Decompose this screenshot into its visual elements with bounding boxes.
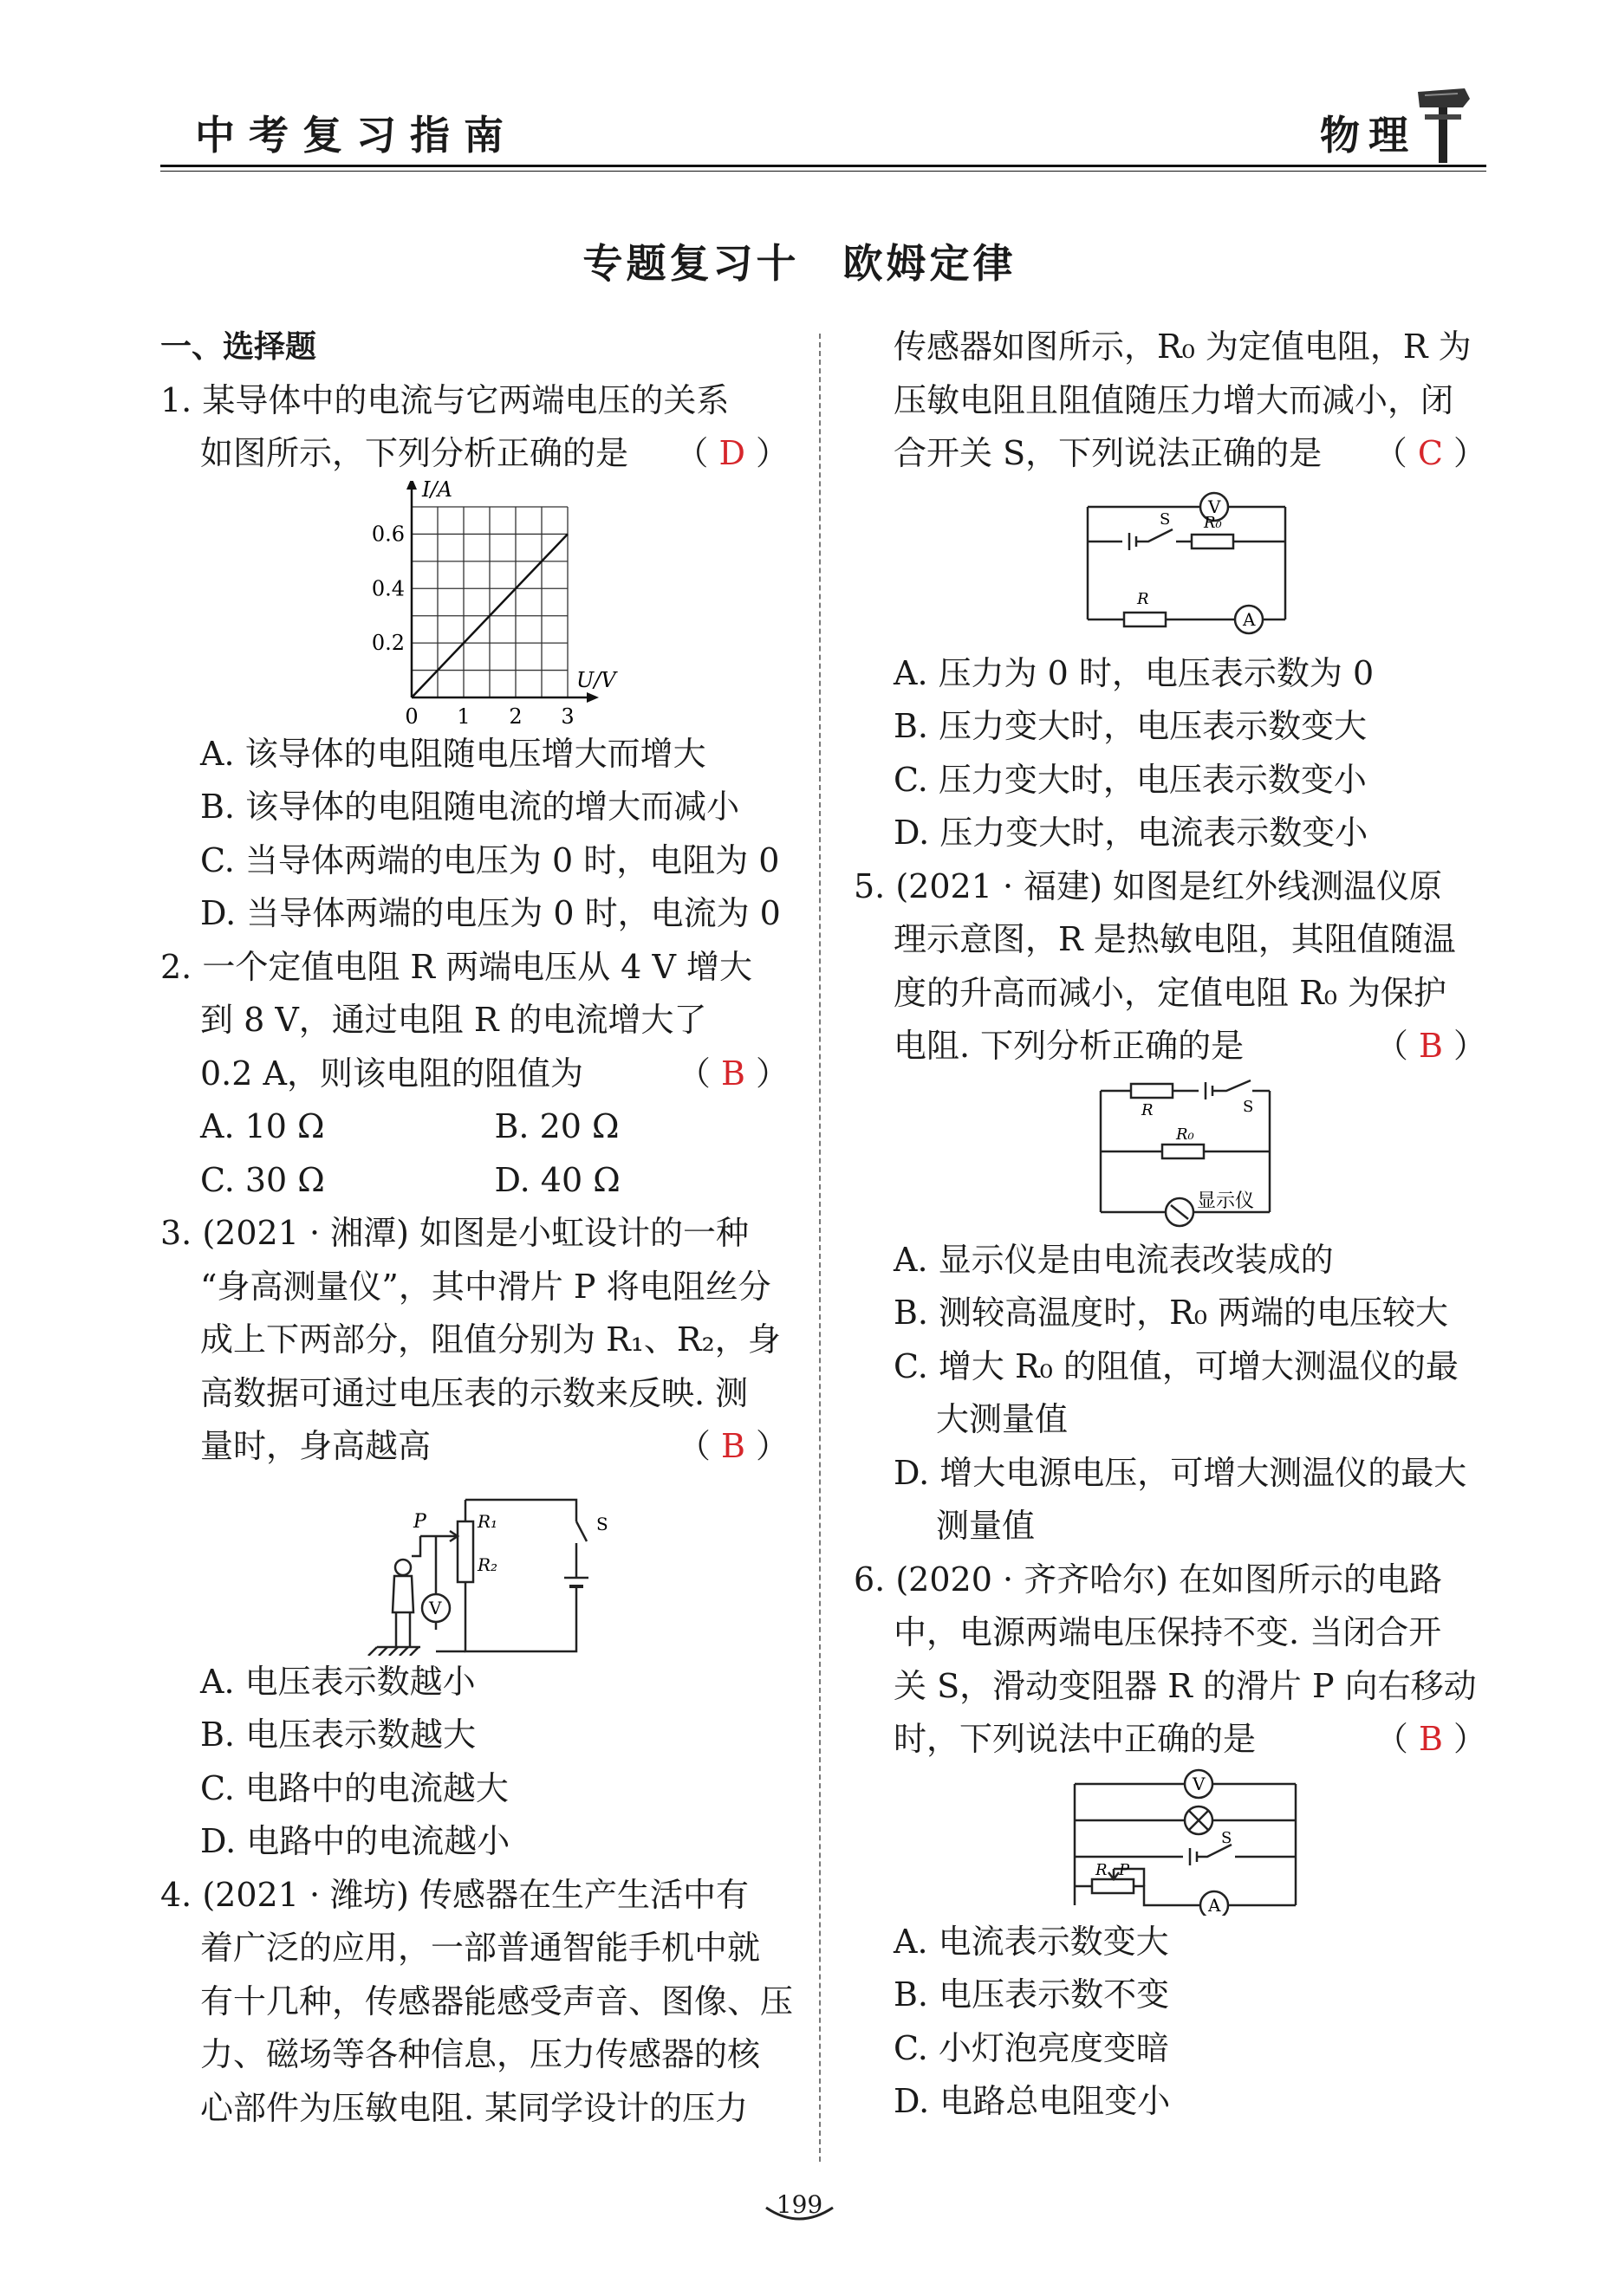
q5-option-d: D. 增大电源电压，可增大测温仪的最大: [894, 1453, 1467, 1492]
q1-graph: [160, 481, 789, 728]
header-rule: [160, 165, 1486, 167]
q2-option-b: B. 20 Ω: [494, 1107, 620, 1145]
q6-option-a: A. 电流表示数变大: [894, 1922, 1169, 1961]
y-axis-arrow: [406, 481, 417, 490]
question-1: [160, 374, 789, 941]
q4-label-r0: R₀: [1204, 513, 1222, 532]
q4-line-1: 4. (2021 · 潍坊) 传感器在生产生活中有: [160, 1875, 750, 1914]
q3-line-2: “身高测量仪”，其中滑片 P 将电阻丝分: [200, 1267, 771, 1306]
q2-option-d: D. 40 Ω: [494, 1160, 621, 1199]
q5-option-d-cont: 测量值: [936, 1507, 1036, 1545]
q3-option-c: C. 电路中的电流越大: [200, 1768, 509, 1807]
q4-option-a: A. 压力为 0 时，电压表示数为 0: [894, 653, 1375, 692]
q1-line-1: 1. 某导体中的电流与它两端电压的关系: [160, 380, 730, 419]
height-meter-circuit: [160, 1474, 789, 1656]
q5-answer: （ B ）: [1375, 1027, 1486, 1065]
q2-line-1: 2. 一个定值电阻 R 两端电压从 4 V 增大: [160, 947, 752, 986]
question-6: [854, 1553, 1486, 2129]
q6-label-s: S: [1221, 1828, 1232, 1847]
subject-label: 物理: [1320, 112, 1417, 159]
q5-label-r: R: [1141, 1100, 1154, 1119]
q4-line-4: 力、磁场等各种信息，压力传感器的核: [200, 2035, 761, 2073]
q1-option-d: D. 当导体两端的电压为 0 时，电流为 0: [200, 894, 781, 932]
y-axis-label: I/A: [422, 480, 452, 502]
q4-label-a: A: [1243, 608, 1256, 630]
q5-circuit: [854, 1073, 1486, 1234]
column-divider: [819, 334, 821, 2162]
page-header: [160, 102, 1478, 163]
thermometer-circuit: [854, 1073, 1486, 1234]
question-4-part-1: [160, 1869, 794, 2136]
x-tick-label: 2: [509, 704, 523, 728]
q3-line-3: 成上下两部分，阻值分别为 R₁、R₂，身: [200, 1320, 781, 1359]
x-tick-label: 3: [561, 704, 575, 728]
q3-option-d: D. 电路中的电流越小: [200, 1822, 510, 1860]
q3-line-4: 高数据可通过电压表的示数来反映. 测: [200, 1373, 749, 1412]
q4-line-7: 压敏电阻且阻值随压力增大而减小，闭: [894, 380, 1454, 419]
q5-option-a: A. 显示仪是由电流表改装成的: [894, 1240, 1334, 1279]
question-5: [854, 860, 1486, 1553]
signpost-icon: [1413, 85, 1473, 163]
y-tick-label: 0.4: [371, 575, 405, 600]
q6-line-4: 时，下列说法中正确的是: [894, 1720, 1257, 1758]
q5-option-b: B. 测较高温度时，R₀ 两端的电压较大: [894, 1294, 1449, 1332]
q4-answer: （ C ）: [1374, 434, 1486, 472]
q5-label-display: 显示仪: [1197, 1190, 1255, 1212]
question-2: [160, 941, 789, 1208]
right-column: [854, 321, 1486, 2129]
q3-label-r2: R₂: [478, 1553, 498, 1575]
pressure-sensor-circuit: [854, 481, 1486, 647]
q6-label-p: P: [1119, 1860, 1130, 1879]
q3-answer: （ B ）: [677, 1427, 789, 1465]
q6-answer: （ B ）: [1375, 1720, 1486, 1758]
q3-label-p: P: [413, 1510, 426, 1533]
q4-line-2: 着广泛的应用，一部普通智能手机中就: [200, 1929, 761, 1967]
q6-label-r: R: [1095, 1860, 1108, 1879]
q6-line-3: 关 S，滑动变阻器 R 的滑片 P 向右移动: [894, 1666, 1477, 1705]
x-tick-label: 0: [405, 704, 419, 728]
left-column: [160, 321, 794, 2135]
question-3: [160, 1207, 789, 1869]
x-tick-label: 1: [457, 704, 471, 728]
q3-line-1: 3. (2021 · 湘潭) 如图是小虹设计的一种: [160, 1214, 750, 1252]
q6-option-b: B. 电压表示数不变: [894, 1975, 1170, 2014]
q6-label-a: A: [1208, 1894, 1221, 1916]
iu-graph: [160, 481, 789, 728]
q1-option-a: A. 该导体的电阻随电压增大而增大: [200, 734, 706, 773]
q4-label-r: R: [1137, 589, 1149, 608]
q3-label-s: S: [596, 1513, 608, 1534]
q5-label-r0: R₀: [1176, 1125, 1194, 1144]
q5-line-4: 电阻. 下列分析正确的是: [894, 1027, 1245, 1065]
q3-circuit: [160, 1474, 789, 1656]
header-rule-thin: [160, 171, 1486, 172]
q3-label-r1: R₁: [478, 1510, 498, 1532]
q3-line-5: 量时，身高越高: [200, 1427, 432, 1465]
q5-line-1: 5. (2021 · 福建) 如图是红外线测温仪原: [854, 866, 1443, 905]
q2-option-c: C. 30 Ω: [200, 1160, 325, 1199]
q6-label-v: V: [1193, 1773, 1206, 1794]
q4-option-d: D. 压力变大时，电流表示数变小: [894, 814, 1368, 852]
q6-option-d: D. 电路总电阻变小: [894, 2082, 1171, 2120]
q4-circuit: [854, 481, 1486, 647]
q5-label-s: S: [1243, 1097, 1254, 1116]
q2-line-2: 到 8 V，通过电阻 R 的电流增大了: [200, 1001, 707, 1039]
q4-line-6: 传感器如图所示，R₀ 为定值电阻，R 为: [894, 328, 1472, 366]
q6-option-c: C. 小灯泡亮度变暗: [894, 2028, 1169, 2067]
x-axis-arrow: [587, 692, 599, 703]
question-4-part-2: [854, 321, 1486, 860]
q5-option-c: C. 增大 R₀ 的阻值，可增大测温仪的最: [894, 1346, 1459, 1385]
page-number: 199: [776, 2190, 823, 2219]
q5-line-3: 度的升高而减小，定值电阻 R₀ 为保护: [894, 973, 1447, 1012]
q4-line-5: 心部件为压敏电阻. 某同学设计的压力: [200, 2088, 749, 2127]
q1-option-b: B. 该导体的电阻随电流的增大而减小: [200, 788, 740, 826]
q2-line-3: 0.2 A，则该电阻的阻值为: [200, 1054, 583, 1093]
q4-line-8: 合开关 S，下列说法正确的是: [894, 434, 1323, 472]
q5-option-c-cont: 大测量值: [936, 1400, 1069, 1438]
q5-line-2: 理示意图，R 是热敏电阻，其阻值随温: [894, 920, 1456, 958]
rheostat-circuit: [854, 1767, 1486, 1916]
y-tick-label: 0.6: [371, 521, 405, 546]
q1-option-c: C. 当导体两端的电压为 0 时，电阻为 0: [200, 840, 780, 879]
q4-label-s: S: [1160, 509, 1171, 529]
q4-option-b: B. 压力变大时，电压表示数变大: [894, 707, 1368, 745]
q6-circuit: [854, 1767, 1486, 1916]
y-tick-label: 0.2: [371, 630, 405, 655]
q1-line-2: 如图所示，下列分析正确的是: [200, 434, 629, 472]
page-title: 专题复习十 欧姆定律: [582, 240, 1017, 287]
q6-line-2: 中，电源两端电压保持不变. 当闭合开: [894, 1613, 1442, 1651]
q3-label-v: V: [429, 1597, 442, 1618]
q4-option-c: C. 压力变大时，电压表示数变小: [894, 760, 1367, 799]
q2-option-a: A. 10 Ω: [200, 1107, 325, 1145]
q1-answer: （ D ）: [675, 434, 789, 472]
book-title: 中考复习指南: [195, 112, 517, 159]
q4-label-v: V: [1208, 496, 1221, 517]
q3-option-b: B. 电压表示数越大: [200, 1716, 477, 1754]
q6-line-1: 6. (2020 · 齐齐哈尔) 在如图所示的电路: [854, 1560, 1443, 1599]
x-axis-label: U/V: [576, 667, 616, 692]
q2-answer: （ B ）: [677, 1054, 789, 1093]
q3-option-a: A. 电压表示数越小: [200, 1662, 476, 1701]
section-heading: 一、选择题: [160, 329, 317, 365]
q4-line-3: 有十几种，传感器能感受声音、图像、压: [200, 1981, 794, 2020]
